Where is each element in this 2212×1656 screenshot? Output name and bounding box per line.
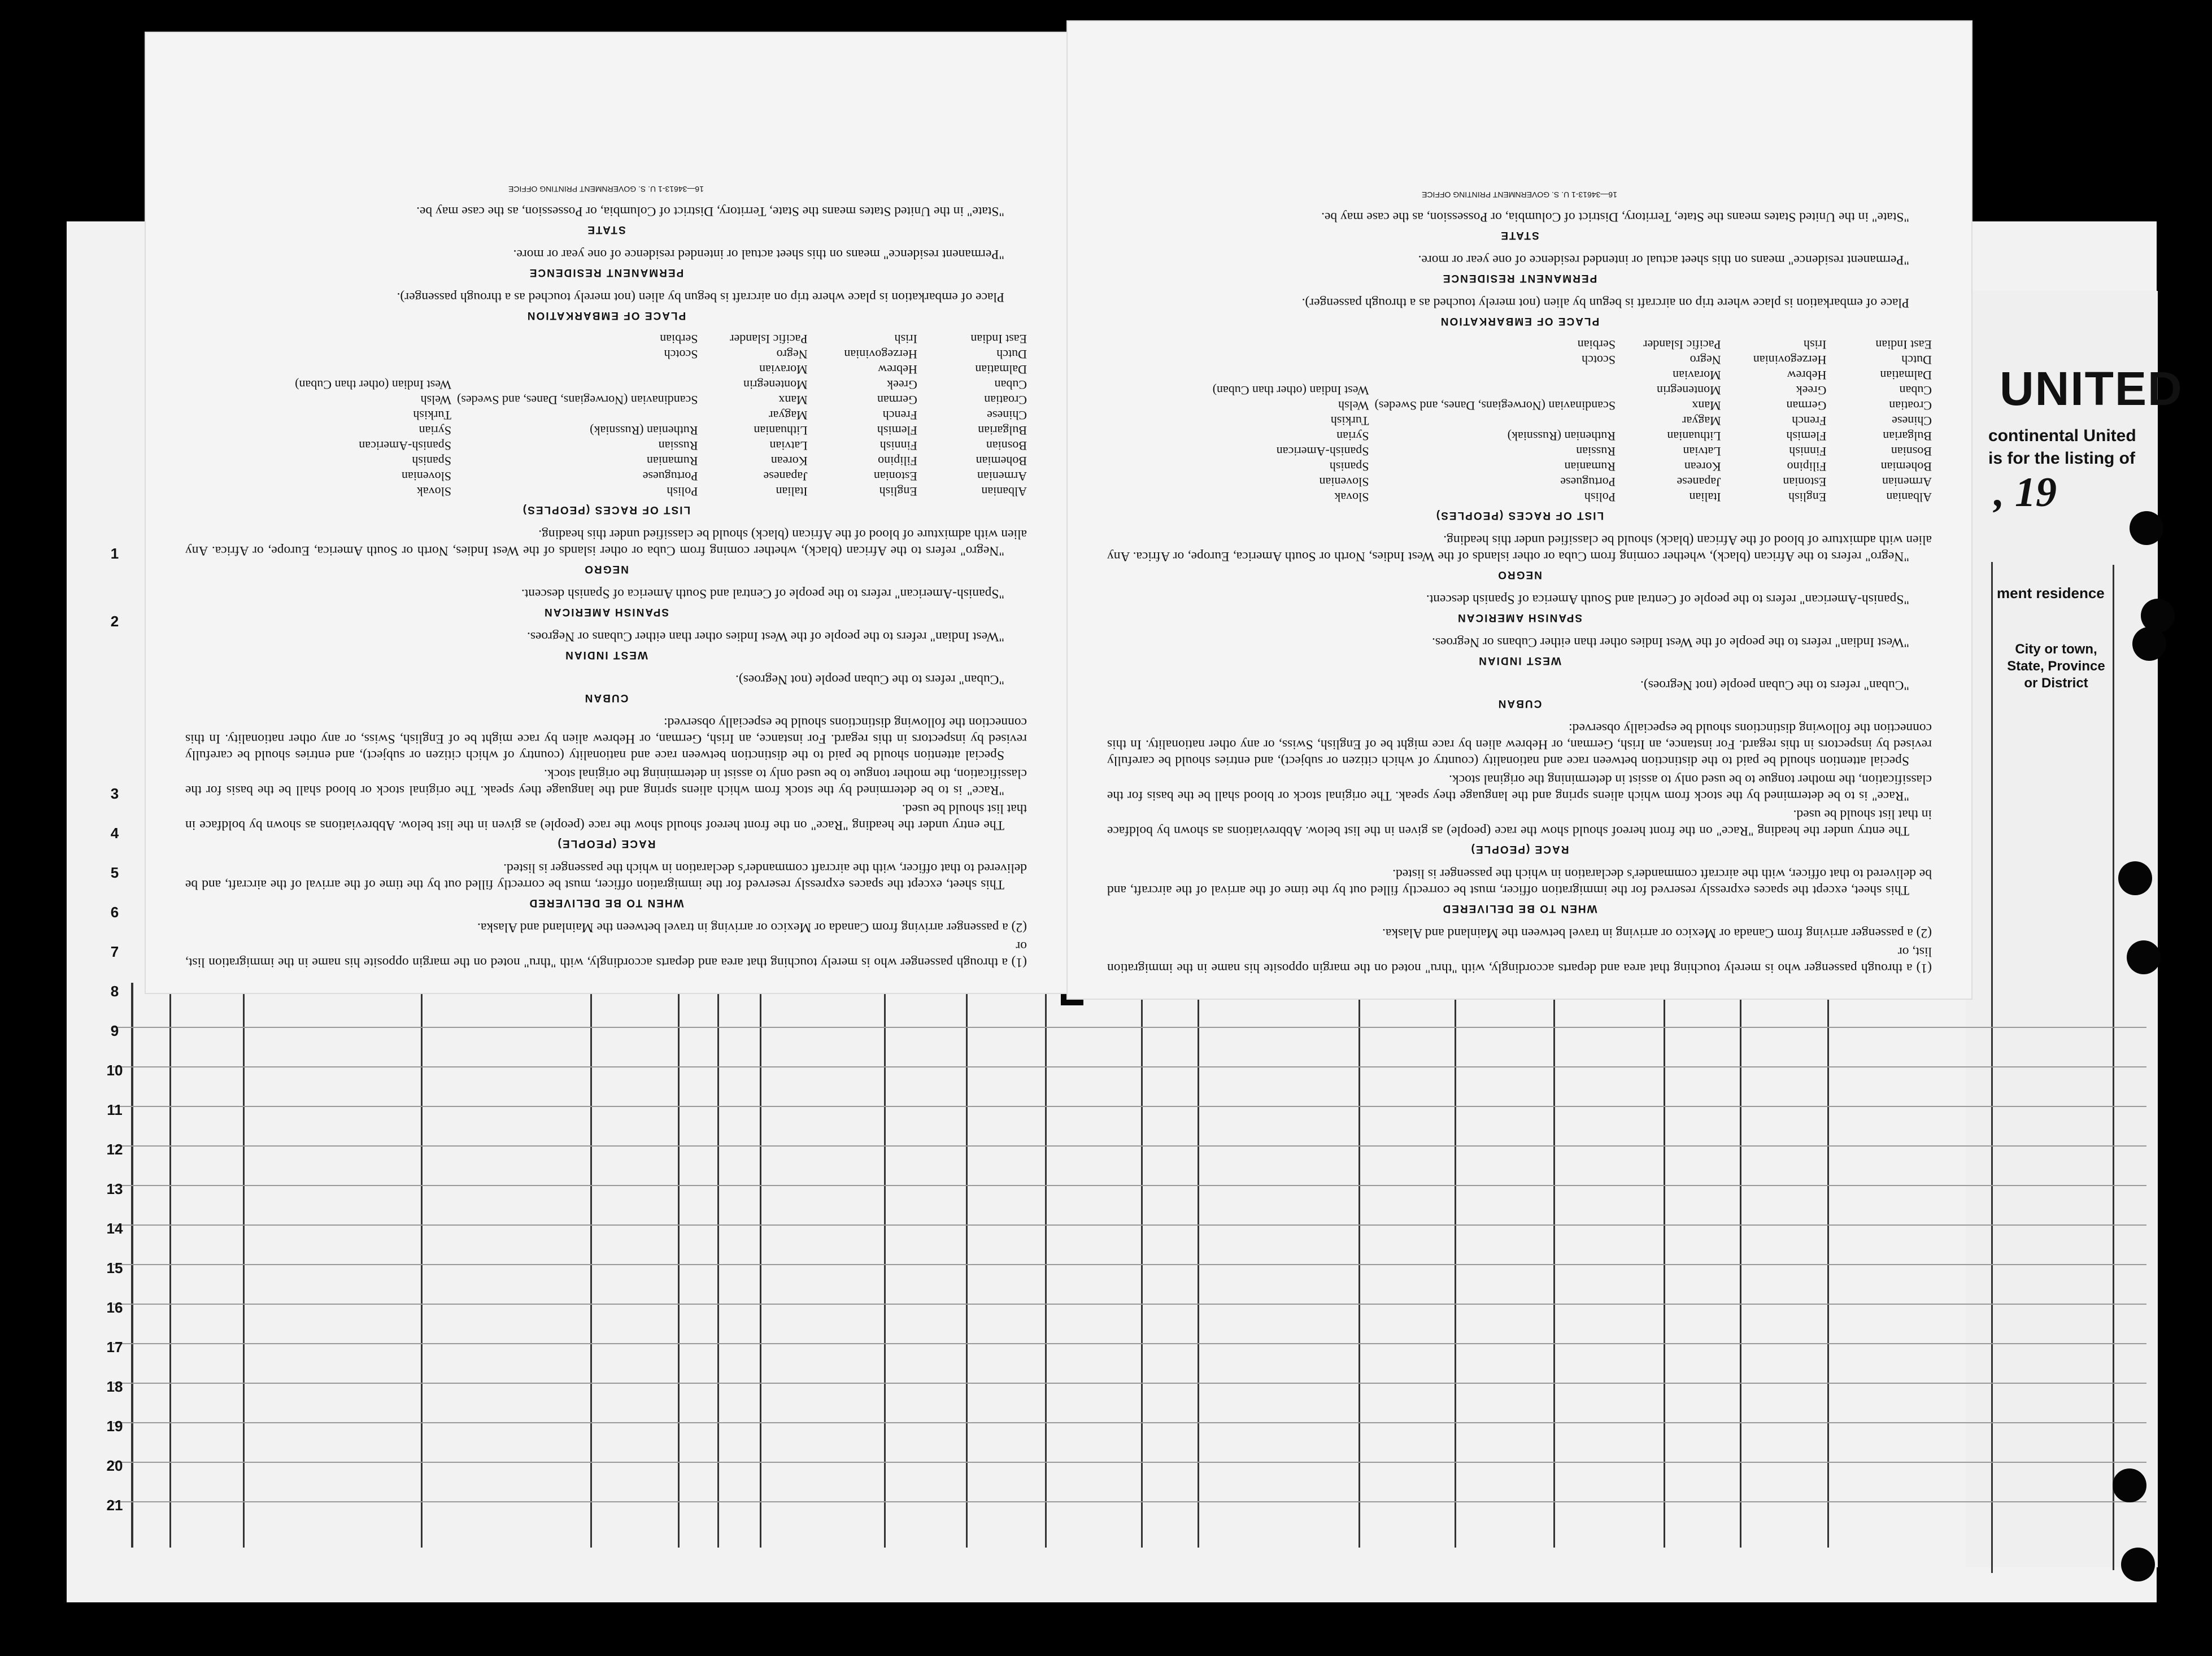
negro-heading: NEGRO <box>584 563 629 575</box>
column-rule <box>1991 562 1993 1573</box>
row-number: 21 <box>106 1497 123 1514</box>
race-item <box>1107 337 1207 352</box>
race-item: Pacific Islander <box>730 332 808 346</box>
race-item: Hebrew <box>1787 368 1827 382</box>
race-item: Croatian <box>1889 399 1932 413</box>
race-item: Lithuanian <box>754 424 808 438</box>
column-rule <box>678 983 680 1548</box>
race-item: Italian <box>1689 490 1721 504</box>
column-rule <box>760 983 761 1548</box>
race-item: Syrian <box>419 424 452 438</box>
race-item: Syrian <box>1336 429 1369 443</box>
race-item: Moravian <box>759 363 808 377</box>
race-item <box>295 347 451 362</box>
race-item: French <box>882 408 917 422</box>
race-item: Bohemian <box>1880 460 1932 474</box>
race-item: Russian <box>658 439 698 453</box>
column-rule <box>966 983 968 1548</box>
race-item <box>1107 474 1207 490</box>
race-item: Estonian <box>873 469 917 483</box>
row-number: 6 <box>110 904 119 921</box>
race-item: Russian <box>1576 444 1616 459</box>
race-item <box>185 377 289 393</box>
column-rule <box>1827 983 1829 1548</box>
race-item: Albanian <box>1886 490 1932 504</box>
printing-office-id: 16—34613-1 U. S. GOVERNMENT PRINTING OFFICE <box>508 185 704 194</box>
race-item: Irish <box>894 332 917 346</box>
row-rule <box>113 1185 2146 1186</box>
race-item: Scotch <box>1582 353 1616 367</box>
race-item: Croatian <box>984 393 1027 407</box>
races-list <box>1107 337 1932 505</box>
row-number: 17 <box>106 1339 123 1356</box>
row-rule <box>113 1264 2146 1265</box>
race-item: Bosnian <box>1891 444 1932 459</box>
race-item: Japanese <box>1677 475 1721 489</box>
race-item <box>1107 383 1207 398</box>
instruction-sheet-text <box>1068 21 1971 999</box>
race-item: Spanish-American <box>1276 444 1369 459</box>
race-text-1: The entry under the heading "Race" on the front hereof should show the race (people) as given in the list below. Abbreviations as shown by boldface in that list should be used. <box>185 801 1027 833</box>
race-item: Ruthenian (Russniak) <box>590 424 698 438</box>
row-number-rule <box>131 983 133 1548</box>
race-item: Polish <box>1584 490 1616 504</box>
race-item: Scandinavian (Norwegians, Danes, and Swedes) <box>457 393 698 407</box>
embarkation-heading: PLACE OF EMBARKATION <box>526 310 686 321</box>
spanish-american-heading: SPANISH AMERICAN <box>1457 612 1583 624</box>
column-rule <box>590 983 592 1548</box>
race-item: West Indian (other than Cuban) <box>1212 384 1369 398</box>
negro-text: "Negro" refers to the African (black), whether coming from Cuba or other islands of the West Indies, North or South America, Europe, or Africa. Any alien with admixture of blood of the African (black) should be classified under this heading. <box>1107 533 1932 564</box>
race-item: Welsh <box>420 393 452 407</box>
spanish-american-text: "Spanish-American" refers to the people of Central and South America of Spanish descent. <box>1426 592 1909 607</box>
races-list <box>185 332 1027 499</box>
city-column-header: City or town, State, Province or District <box>2007 642 2105 691</box>
column-rule <box>1198 983 1199 1548</box>
west-indian-heading: WEST INDIAN <box>564 649 648 661</box>
race-item: Irish <box>1804 338 1827 352</box>
race-item: Cuban <box>994 378 1027 392</box>
race-item: Estonian <box>1783 475 1827 489</box>
race-item: Pacific Islander <box>1643 338 1721 352</box>
form-subtitle-line-1: continental United <box>1988 426 2136 445</box>
race-item <box>1213 352 1369 368</box>
race-item <box>185 484 289 499</box>
row-rule <box>113 1383 2146 1384</box>
race-item: Albanian <box>981 485 1027 499</box>
row-rule <box>113 1224 2146 1226</box>
embarkation-text: Place of embarkation is place where trip on aircraft is begun by alien (not merely touched as a through passenger). <box>1301 295 1909 310</box>
race-item: Filipino <box>1787 460 1827 474</box>
race-item <box>1375 383 1616 398</box>
row-number: 14 <box>106 1220 123 1237</box>
column-rule <box>1664 983 1665 1548</box>
row-number: 13 <box>106 1180 123 1197</box>
row-number: 8 <box>110 983 119 1000</box>
race-item: East Indian <box>1875 338 1932 352</box>
residence-text: "Permanent residence" means on this sheet actual or intended residence of one year or more. <box>513 247 1004 262</box>
punch-hole <box>2113 1468 2146 1502</box>
race-item: East Indian <box>970 332 1027 346</box>
intro-item-2: (2) a passenger arriving from Canada or Mexico or arriving in travel between the Mainland and Alaska. <box>477 920 1027 935</box>
race-item <box>185 423 289 438</box>
row-rule <box>113 1422 2146 1423</box>
row-number: 12 <box>106 1141 123 1158</box>
race-item <box>1107 429 1207 444</box>
race-item: West Indian (other than Cuban) <box>295 378 452 392</box>
when-text: This sheet, except the spaces expressly reserved for the immigration officer, must be correctly filled out by the time of the arrival of the aircraft, and be delivered to that officer, with the aircraft commander's declaration in which the passenger is listed. <box>185 861 1027 892</box>
race-item: Slovak <box>416 485 452 499</box>
punch-hole <box>2127 940 2161 974</box>
race-item: Spanish <box>412 454 452 468</box>
race-item: Finnish <box>879 439 917 453</box>
row-number: 5 <box>110 864 119 881</box>
permanent-residence-column-header: ment residence <box>1997 585 2105 602</box>
race-item: Dalmatian <box>975 363 1027 377</box>
race-item: German <box>877 393 917 407</box>
race-item: Rumanian <box>647 454 698 468</box>
race-item: Finnish <box>1789 444 1827 459</box>
column-rule <box>1553 983 1555 1548</box>
race-item: Portuguese <box>642 469 698 483</box>
residence-heading: PERMANENT RESIDENCE <box>528 267 684 278</box>
race-item <box>457 377 698 393</box>
race-item <box>185 438 289 454</box>
race-item: Flemish <box>877 424 917 438</box>
race-item: Flemish <box>1786 429 1827 443</box>
row-number: 3 <box>110 785 119 802</box>
row-number: 18 <box>106 1378 123 1395</box>
intro-item-1: (1) a through passenger who is merely touching that area and departs accordingly, with "thru" noted on the margin opposite his name in the immigration list, or <box>1107 944 1932 975</box>
state-heading: STATE <box>1500 229 1539 241</box>
race-item: Scotch <box>664 347 698 361</box>
race-item <box>1375 413 1616 429</box>
race-item: Lithuanian <box>1667 429 1721 443</box>
row-number: 15 <box>106 1260 123 1276</box>
race-item <box>185 408 289 423</box>
race-item: Bulgarian <box>1883 429 1932 443</box>
race-item <box>1107 444 1207 459</box>
row-number: 1 <box>110 545 119 562</box>
race-item: Turkish <box>1330 414 1369 428</box>
race-item: Montenegrin <box>743 378 808 392</box>
row-number: 9 <box>110 1022 119 1039</box>
race-item <box>1213 368 1369 383</box>
race-item: Negro <box>1690 353 1721 367</box>
race-item: Italian <box>776 485 808 499</box>
race-item: Slovak <box>1334 490 1369 504</box>
column-rule <box>169 983 171 1548</box>
race-item <box>185 469 289 484</box>
race-item: French <box>1792 414 1827 428</box>
form-subtitle-line-2: is for the listing of <box>1988 449 2135 468</box>
state-text: "State" in the United States means the State, Territory, District of Columbia, or Possession, as the case may be. <box>1321 210 1909 224</box>
row-number: 16 <box>106 1299 123 1316</box>
race-item <box>185 347 289 362</box>
negro-text: "Negro" refers to the African (black), whether coming from Cuba or other islands of the West Indies, North or South America, Europe, or Africa. Any alien with admixture of blood of the African (black) should be classified under this heading. <box>185 527 1027 558</box>
column-rule <box>1740 983 1741 1548</box>
race-item: Herzegovinian <box>1753 353 1827 367</box>
race-heading: RACE (PEOPLE) <box>1470 843 1569 855</box>
race-item: Manx <box>1692 399 1721 413</box>
column-rule <box>717 983 719 1548</box>
row-rule <box>113 1145 2146 1147</box>
race-item: Scandinavian (Norwegians, Danes, and Swedes) <box>1374 399 1616 413</box>
race-text-3: Special attention should be paid to the distinction between race and nationality (country of which citizen or subject), and entries should be carefully revised by inspectors in this regard. For instance, an Irish, German, or Hebrew alien by race might be of English, Swiss, or any other nationality. In this connection the following distinctions should be especially observed: <box>185 715 1027 762</box>
race-item: English <box>879 485 917 499</box>
race-text-3: Special attention should be paid to the distinction between race and nationality (country of which citizen or subject), and entries should be carefully revised by inspectors in this regard. For instance, an Irish, German, or Hebrew alien by race might be of English, Swiss, or any other nationality. In this connection the following distinctions should be especially observed: <box>1107 721 1932 768</box>
race-item <box>1107 352 1207 368</box>
race-item: Polish <box>667 485 698 499</box>
residence-heading: PERMANENT RESIDENCE <box>1442 272 1597 284</box>
row-rule <box>113 1066 2146 1067</box>
race-item: Bulgarian <box>978 424 1027 438</box>
race-item: Portuguese <box>1560 475 1616 489</box>
race-item: Cuban <box>1899 384 1932 398</box>
row-rule <box>113 1501 2146 1502</box>
race-item <box>1213 337 1369 352</box>
instruction-sheet-right <box>1068 21 1971 999</box>
race-item: Rumanian <box>1564 460 1616 474</box>
race-item: Latvian <box>1683 444 1721 459</box>
column-rule <box>1358 983 1360 1548</box>
punch-hole <box>2130 511 2163 545</box>
race-item: Hebrew <box>878 363 917 377</box>
race-item: Herzegovinian <box>844 347 917 361</box>
race-text-1: The entry under the heading "Race" on the front hereof should show the race (people) as given in the list below. Abbreviations as shown by boldface in that list should be used. <box>1107 807 1932 838</box>
race-item <box>1107 398 1207 413</box>
row-number: 20 <box>106 1457 123 1474</box>
race-item: Chinese <box>987 408 1027 422</box>
residence-text: "Permanent residence" means on this sheet actual or intended residence of one year or more. <box>1418 252 1909 267</box>
race-item: Bohemian <box>976 454 1027 468</box>
race-item: Montenegrin <box>1656 384 1721 398</box>
column-rule <box>1045 983 1047 1548</box>
race-item <box>1107 459 1207 474</box>
west-indian-text: "West Indian" refers to the people of the West Indies other than either Cubans or Negroes. <box>1431 635 1909 650</box>
race-item <box>185 393 289 408</box>
race-item: English <box>1788 490 1827 504</box>
race-item: Korean <box>1684 460 1721 474</box>
race-item <box>185 454 289 469</box>
row-rule <box>113 1106 2146 1107</box>
race-item: Bosnian <box>986 439 1027 453</box>
race-item <box>1107 368 1207 383</box>
state-text: "State" in the United States means the State, Territory, District of Columbia, or Possession, as the case may be. <box>416 204 1004 219</box>
column-rule <box>243 983 245 1548</box>
punch-hole <box>2118 861 2152 895</box>
west-indian-heading: WEST INDIAN <box>1478 655 1561 666</box>
column-rule <box>1141 983 1143 1548</box>
row-number: 2 <box>110 613 119 630</box>
state-heading: STATE <box>586 224 626 236</box>
race-item: Serbian <box>660 332 698 346</box>
race-item: Greek <box>887 378 917 392</box>
punch-hole <box>2132 627 2166 661</box>
punch-hole <box>2121 1548 2155 1581</box>
race-text-2: "Race" is to be determined by the stock from which aliens spring and the language they speak. The original stock or blood shall be the basis for the classification, the mother tongue to be used only to assist in determining the original stock. <box>185 766 1027 798</box>
race-text-2: "Race" is to be determined by the stock from which aliens spring and the language they speak. The original stock or blood shall be the basis for the classification, the mother tongue to be used only to assist in determining the original stock. <box>1107 772 1932 803</box>
race-item: Spanish <box>1329 460 1369 474</box>
intro-item-2: (2) a passenger arriving from Canada or Mexico or arriving in travel between the Mainland and Alaska. <box>1382 926 1932 940</box>
race-item: Magyar <box>1682 414 1721 428</box>
race-item: Spanish-American <box>359 439 452 453</box>
race-item: Greek <box>1796 384 1827 398</box>
race-item <box>185 332 289 347</box>
race-item: Korean <box>770 454 808 468</box>
race-item: Ruthenian (Russniak) <box>1507 429 1616 443</box>
cuban-heading: CUBAN <box>1497 698 1542 709</box>
cuban-heading: CUBAN <box>584 692 629 704</box>
row-number: 11 <box>107 1101 123 1118</box>
race-item: Negro <box>776 347 808 361</box>
race-item: Filipino <box>878 454 917 468</box>
row-rule <box>113 1304 2146 1305</box>
list-of-races-heading: LIST OF RACES (PEOPLES) <box>1435 509 1604 521</box>
race-item: Dutch <box>996 347 1027 361</box>
form-title-fragment: UNITED <box>2000 362 2183 415</box>
race-item <box>457 408 698 423</box>
column-rule <box>2113 565 2114 1570</box>
intro-item-1: (1) a through passenger who is merely touching that area and departs accordingly, with "thru" noted on the margin opposite his name in the immigration list, or <box>185 939 1027 970</box>
negro-heading: NEGRO <box>1497 569 1542 581</box>
instruction-sheet-text <box>146 33 1066 993</box>
form-year-fragment: , 19 <box>1994 469 2057 516</box>
race-item: Latvian <box>769 439 808 453</box>
row-rule <box>113 1027 2146 1028</box>
instruction-sheet-left <box>146 33 1066 993</box>
race-item: Armenian <box>1882 475 1932 489</box>
race-item: Dalmatian <box>1880 368 1932 382</box>
column-rule <box>1455 983 1456 1548</box>
race-item: Magyar <box>769 408 808 422</box>
race-item: Slovenian <box>402 469 452 483</box>
race-item: Manx <box>778 393 808 407</box>
race-item <box>457 362 698 377</box>
spanish-american-heading: SPANISH AMERICAN <box>543 606 669 618</box>
row-rule <box>113 1343 2146 1344</box>
race-item: Serbian <box>1577 338 1616 352</box>
embarkation-text: Place of embarkation is place where trip on aircraft is begun by alien (not merely touched as a through passenger). <box>397 290 1004 304</box>
cuban-text: "Cuban" refers to the Cuban people (not Negroes). <box>735 672 1004 687</box>
row-number: 7 <box>110 943 119 960</box>
race-item: Japanese <box>763 469 808 483</box>
race-heading: RACE (PEOPLE) <box>556 838 656 849</box>
race-item: Chinese <box>1892 414 1932 428</box>
race-item <box>185 362 289 377</box>
race-item: German <box>1786 399 1827 413</box>
race-item: Armenian <box>977 469 1027 483</box>
race-item <box>1107 490 1207 505</box>
when-heading: WHEN TO BE DELIVERED <box>528 897 684 909</box>
when-heading: WHEN TO BE DELIVERED <box>1442 903 1597 914</box>
row-number: 19 <box>106 1418 123 1435</box>
printing-office-id: 16—34613-1 U. S. GOVERNMENT PRINTING OFFICE <box>1422 190 1617 199</box>
race-item: Moravian <box>1673 368 1721 382</box>
west-indian-text: "West Indian" refers to the people of the West Indies other than either Cubans or Negroes. <box>526 629 1004 644</box>
row-number: 10 <box>106 1062 123 1079</box>
race-item: Dutch <box>1901 353 1932 367</box>
race-item: Welsh <box>1338 399 1369 413</box>
race-item <box>1375 368 1616 383</box>
race-item: Slovenian <box>1319 475 1369 489</box>
race-item: Turkish <box>413 408 452 422</box>
race-item <box>295 332 451 347</box>
when-text: This sheet, except the spaces expressly reserved for the immigration officer, must be correctly filled out by the time of the arrival of the aircraft, and be delivered to that officer, with the aircraft commander's declaration in which the passenger is listed. <box>1107 866 1932 897</box>
race-item <box>1107 413 1207 429</box>
column-rule <box>421 983 423 1548</box>
cuban-text: "Cuban" refers to the Cuban people (not Negroes). <box>1640 678 1909 692</box>
row-rule <box>113 1462 2146 1463</box>
list-of-races-heading: LIST OF RACES (PEOPLES) <box>521 504 691 516</box>
row-number: 4 <box>110 825 119 842</box>
race-item <box>295 362 451 377</box>
spanish-american-text: "Spanish-American" refers to the people of Central and South America of Spanish descent. <box>521 586 1004 601</box>
column-rule <box>884 983 886 1548</box>
embarkation-heading: PLACE OF EMBARKATION <box>1439 315 1600 327</box>
